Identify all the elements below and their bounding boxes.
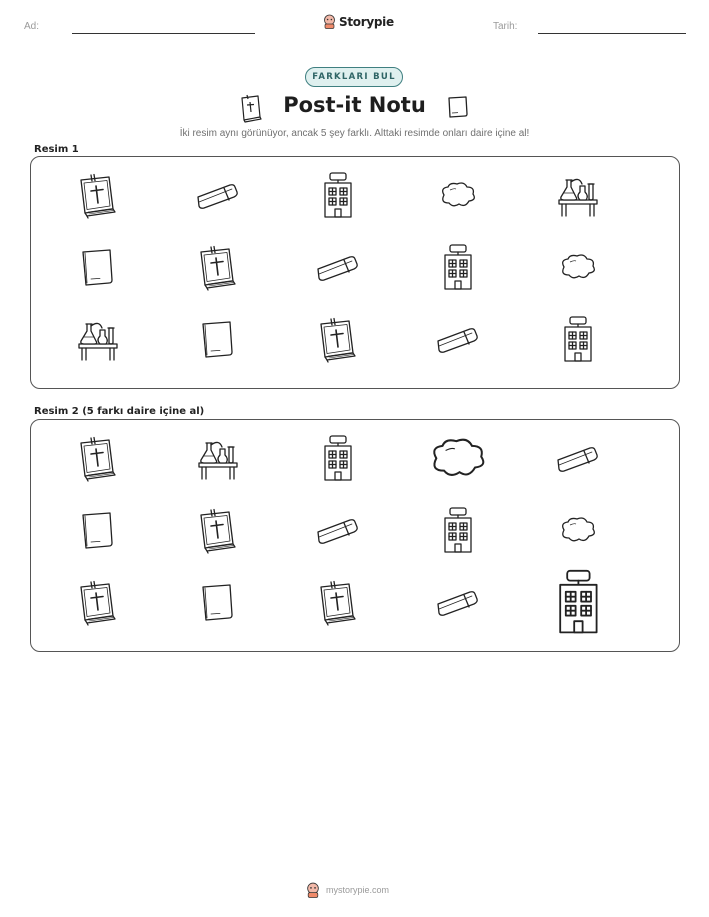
date-line[interactable] xyxy=(538,33,686,34)
bible-icon xyxy=(68,165,128,225)
building-icon xyxy=(548,309,608,369)
page-title: Post-it Notu xyxy=(283,93,426,117)
sticky-note-icon xyxy=(188,309,248,369)
lab-table-icon[interactable] xyxy=(188,428,248,488)
building-icon[interactable] xyxy=(428,500,488,560)
building-icon xyxy=(308,165,368,225)
storypie-logo xyxy=(323,14,394,29)
worksheet-type-badge: FARKLARI BUL xyxy=(305,67,403,87)
bible-icon[interactable] xyxy=(188,500,248,560)
title-sticky-note-icon xyxy=(446,95,470,123)
footer-url: mystorypie.com xyxy=(326,885,390,895)
footer xyxy=(306,882,389,898)
eraser-icon xyxy=(428,309,488,369)
eraser-icon xyxy=(308,237,368,297)
bible-icon[interactable] xyxy=(308,572,368,632)
logo-text: Storypie xyxy=(339,14,394,29)
building-icon[interactable] xyxy=(536,560,620,644)
sticky-note-icon xyxy=(68,237,128,297)
sticky-note-icon[interactable] xyxy=(188,572,248,632)
eraser-icon[interactable] xyxy=(548,428,608,488)
picture-1-panel xyxy=(30,156,680,389)
instructions: İki resim aynı görünüyor, ancak 5 şey farklı. Alttaki resimde onları daire içine al! xyxy=(179,128,530,139)
picture-1-label: Resim 1 xyxy=(34,144,79,155)
building-icon xyxy=(428,237,488,297)
sticky-note-icon[interactable] xyxy=(68,500,128,560)
puddle-icon xyxy=(548,237,608,297)
footer-mascot-icon xyxy=(306,882,320,898)
picture-2-panel[interactable] xyxy=(30,419,680,652)
name-label: Ad: xyxy=(24,21,40,32)
bible-icon xyxy=(188,237,248,297)
lab-table-icon xyxy=(548,165,608,225)
puddle-icon[interactable] xyxy=(548,500,608,560)
lab-table-icon xyxy=(68,309,128,369)
puddle-icon[interactable] xyxy=(412,412,505,505)
eraser-icon[interactable] xyxy=(308,500,368,560)
bible-icon[interactable] xyxy=(68,572,128,632)
building-icon[interactable] xyxy=(308,428,368,488)
eraser-icon xyxy=(188,165,248,225)
bible-icon xyxy=(308,309,368,369)
date-label: Tarih: xyxy=(493,21,518,32)
name-line[interactable] xyxy=(72,33,255,34)
bible-icon[interactable] xyxy=(68,428,128,488)
storypie-mascot-icon xyxy=(323,14,336,29)
eraser-icon[interactable] xyxy=(428,572,488,632)
picture-2-label: Resim 2 (5 farkı daire içine al) xyxy=(34,406,205,417)
puddle-icon xyxy=(428,165,488,225)
